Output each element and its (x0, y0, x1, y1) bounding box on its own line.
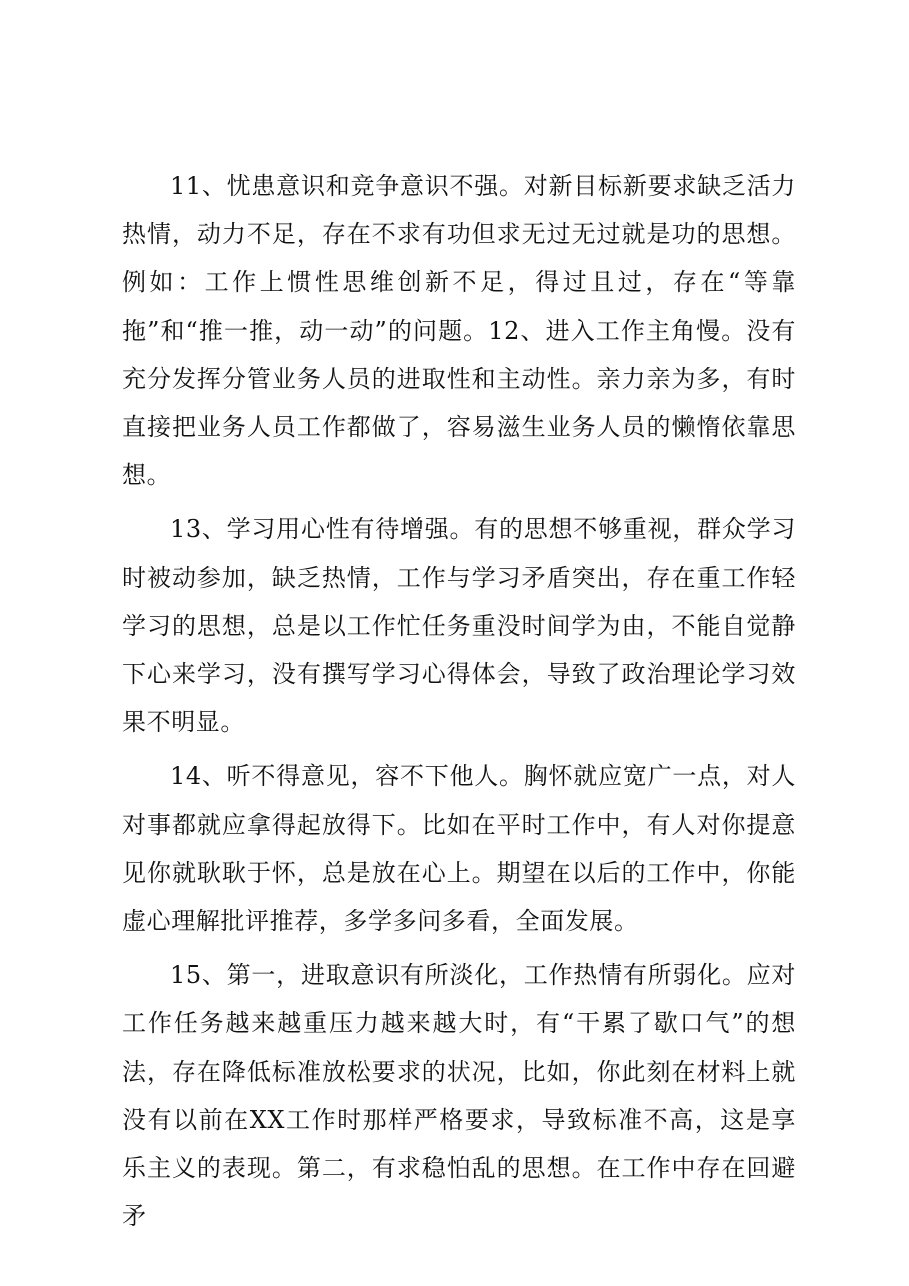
paragraph-14: 14、听不得意见，容不下他人。胸怀就应宽广一点，对人对事都就应拿得起放得下。比如在平时工作中，有人对你提意见你就耿耿于怀，总是放在心上。期望在以后的工作中，你能虚心理解批评推荐，多学多问多看，全面发展。 (122, 762, 796, 936)
paragraph-11-12: 11、忧患意识和竞争意识不强。对新目标新要求缺乏活力热情，动力不足，存在不求有功但求无过无过就是功的思想。例如：工作上惯性思维创新不足，得过且过，存在“等靠拖”和“推一推，动一动”的问题。12、进入工作主角慢。没有充分发挥分管业务人员的进取性和主动性。亲力亲为多，有时直接把业务人员工作都做了，容易滋生业务人员的懒惰依靠思想。 (122, 172, 796, 490)
paragraph-13: 13、学习用心性有待增强。有的思想不够重视，群众学习时被动参加，缺乏热情，工作与学习矛盾突出，存在重工作轻学习的思想，总是以工作忙任务重没时间学为由，不能自觉静下心来学习，没有撰写学习心得体会，导致了政治理论学习效果不明显。 (122, 515, 796, 737)
document-body (122, 162, 796, 1246)
paragraph-15: 15、第一，进取意识有所淡化，工作热情有所弱化。应对工作任务越来越重压力越来越大时，有“干累了歇口气”的想法，存在降低标准放松要求的状况，比如，你此刻在材料上就没有以前在XX工作时那样严格要求，导致标准不高，这是享乐主义的表现。第二，有求稳怕乱的思想。在工作中存在回避矛 (122, 961, 796, 1231)
